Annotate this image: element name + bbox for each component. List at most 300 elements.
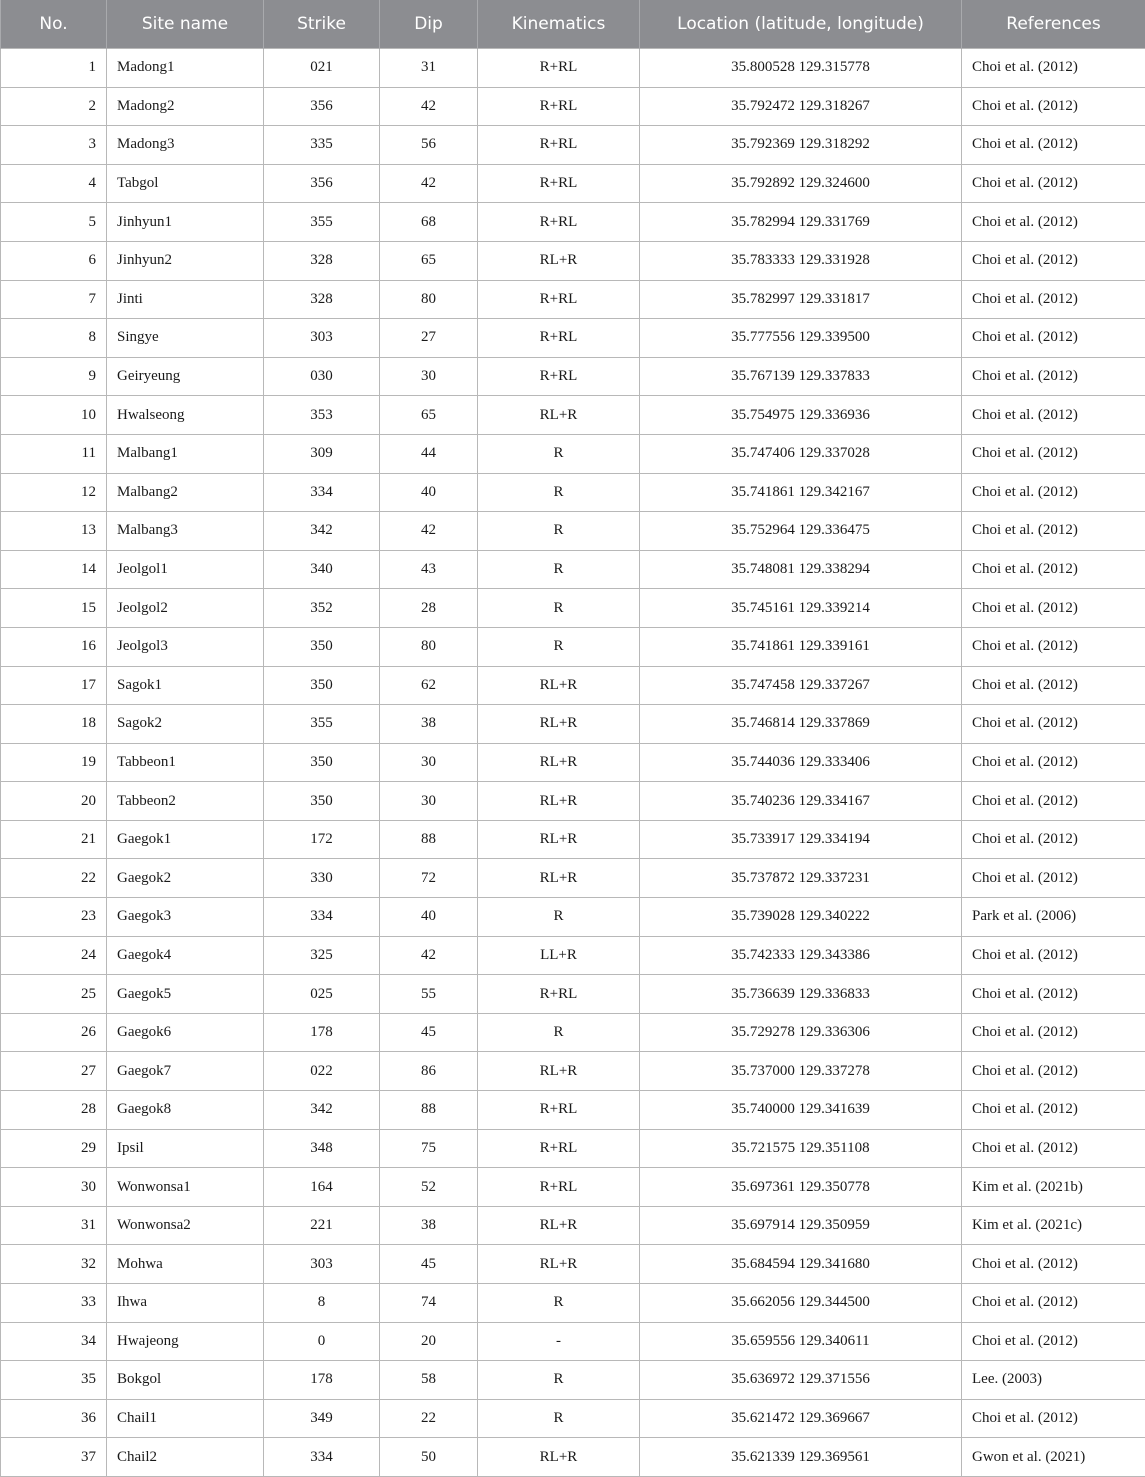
cell-location: 35.748081 129.338294	[640, 550, 962, 589]
column-header-references: References	[962, 0, 1145, 49]
cell-reference: Choi et al. (2012)	[962, 1322, 1145, 1361]
table-row	[1, 898, 1145, 937]
cell-site-name: Tabgol	[107, 164, 264, 203]
cell-dip: 44	[380, 434, 478, 473]
cell-reference: Choi et al. (2012)	[962, 859, 1145, 898]
cell-site-name: Gaegok4	[107, 936, 264, 975]
cell-dip: 74	[380, 1284, 478, 1323]
cell-dip: 30	[380, 357, 478, 396]
cell-strike: 178	[264, 1361, 380, 1400]
table-row	[1, 434, 1145, 473]
cell-site-name: Singye	[107, 319, 264, 358]
cell-location: 35.746814 129.337869	[640, 705, 962, 744]
cell-no: 15	[1, 589, 107, 628]
cell-site-name: Madong3	[107, 126, 264, 165]
cell-site-name: Mohwa	[107, 1245, 264, 1284]
cell-reference: Kim et al. (2021c)	[962, 1206, 1145, 1245]
cell-strike: 030	[264, 357, 380, 396]
table-row	[1, 936, 1145, 975]
cell-strike: 350	[264, 627, 380, 666]
cell-reference: Lee. (2003)	[962, 1361, 1145, 1400]
cell-no: 13	[1, 512, 107, 551]
cell-kinematics: R+RL	[478, 280, 640, 319]
cell-strike: 303	[264, 1245, 380, 1284]
cell-dip: 27	[380, 319, 478, 358]
cell-strike: 356	[264, 164, 380, 203]
cell-strike: 178	[264, 1013, 380, 1052]
cell-dip: 40	[380, 898, 478, 937]
cell-dip: 80	[380, 280, 478, 319]
cell-dip: 42	[380, 512, 478, 551]
cell-no: 24	[1, 936, 107, 975]
cell-reference: Choi et al. (2012)	[962, 936, 1145, 975]
cell-reference: Choi et al. (2012)	[962, 1052, 1145, 1091]
cell-site-name: Madong1	[107, 49, 264, 88]
cell-reference: Park et al. (2006)	[962, 898, 1145, 937]
cell-strike: 025	[264, 975, 380, 1014]
cell-dip: 40	[380, 473, 478, 512]
cell-no: 37	[1, 1438, 107, 1477]
table-row	[1, 627, 1145, 666]
cell-location: 35.800528 129.315778	[640, 49, 962, 88]
cell-reference: Choi et al. (2012)	[962, 975, 1145, 1014]
cell-strike: 340	[264, 550, 380, 589]
cell-strike: 342	[264, 1091, 380, 1130]
cell-dip: 58	[380, 1361, 478, 1400]
cell-kinematics: RL+R	[478, 743, 640, 782]
cell-kinematics: R+RL	[478, 49, 640, 88]
cell-dip: 30	[380, 743, 478, 782]
cell-reference: Choi et al. (2012)	[962, 1245, 1145, 1284]
table-row	[1, 512, 1145, 551]
cell-no: 5	[1, 203, 107, 242]
table-row	[1, 357, 1145, 396]
cell-site-name: Malbang1	[107, 434, 264, 473]
cell-reference: Gwon et al. (2021)	[962, 1438, 1145, 1477]
cell-location: 35.767139 129.337833	[640, 357, 962, 396]
cell-no: 19	[1, 743, 107, 782]
cell-kinematics: R	[478, 627, 640, 666]
cell-site-name: Gaegok7	[107, 1052, 264, 1091]
cell-site-name: Chail2	[107, 1438, 264, 1477]
table-row	[1, 1206, 1145, 1245]
cell-strike: 325	[264, 936, 380, 975]
table-row	[1, 1168, 1145, 1207]
cell-dip: 86	[380, 1052, 478, 1091]
cell-reference: Choi et al. (2012)	[962, 319, 1145, 358]
table-row	[1, 87, 1145, 126]
cell-no: 29	[1, 1129, 107, 1168]
cell-reference: Choi et al. (2012)	[962, 126, 1145, 165]
cell-strike: 342	[264, 512, 380, 551]
cell-kinematics: RL+R	[478, 705, 640, 744]
cell-location: 35.741861 129.339161	[640, 627, 962, 666]
cell-site-name: Gaegok1	[107, 820, 264, 859]
cell-location: 35.777556 129.339500	[640, 319, 962, 358]
cell-reference: Choi et al. (2012)	[962, 87, 1145, 126]
table-row	[1, 49, 1145, 88]
cell-reference: Choi et al. (2012)	[962, 1399, 1145, 1438]
cell-strike: 353	[264, 396, 380, 435]
cell-location: 35.740000 129.341639	[640, 1091, 962, 1130]
column-header-site-name: Site name	[107, 0, 264, 49]
cell-dip: 65	[380, 396, 478, 435]
cell-location: 35.792472 129.318267	[640, 87, 962, 126]
cell-kinematics: RL+R	[478, 666, 640, 705]
cell-no: 22	[1, 859, 107, 898]
cell-site-name: Tabbeon1	[107, 743, 264, 782]
cell-dip: 88	[380, 820, 478, 859]
cell-no: 28	[1, 1091, 107, 1130]
table-row	[1, 1052, 1145, 1091]
cell-dip: 43	[380, 550, 478, 589]
table-row	[1, 705, 1145, 744]
cell-reference: Choi et al. (2012)	[962, 396, 1145, 435]
cell-kinematics: R	[478, 1284, 640, 1323]
cell-site-name: Hwajeong	[107, 1322, 264, 1361]
cell-reference: Choi et al. (2012)	[962, 473, 1145, 512]
cell-kinematics: RL+R	[478, 1438, 640, 1477]
cell-strike: 335	[264, 126, 380, 165]
cell-no: 27	[1, 1052, 107, 1091]
column-header-no: No.	[1, 0, 107, 49]
cell-reference: Choi et al. (2012)	[962, 512, 1145, 551]
cell-no: 16	[1, 627, 107, 666]
table-body	[1, 49, 1145, 1477]
cell-no: 3	[1, 126, 107, 165]
cell-reference: Choi et al. (2012)	[962, 203, 1145, 242]
cell-site-name: Bokgol	[107, 1361, 264, 1400]
cell-kinematics: R+RL	[478, 357, 640, 396]
cell-site-name: Gaegok8	[107, 1091, 264, 1130]
cell-strike: 021	[264, 49, 380, 88]
cell-kinematics: RL+R	[478, 782, 640, 821]
cell-location: 35.741861 129.342167	[640, 473, 962, 512]
cell-no: 6	[1, 241, 107, 280]
cell-strike: 352	[264, 589, 380, 628]
cell-dip: 45	[380, 1245, 478, 1284]
cell-site-name: Jinhyun1	[107, 203, 264, 242]
cell-kinematics: R	[478, 550, 640, 589]
cell-site-name: Sagok2	[107, 705, 264, 744]
cell-dip: 80	[380, 627, 478, 666]
cell-dip: 88	[380, 1091, 478, 1130]
cell-strike: 221	[264, 1206, 380, 1245]
column-header-location: Location (latitude, longitude)	[640, 0, 962, 49]
cell-kinematics: R+RL	[478, 1091, 640, 1130]
cell-no: 9	[1, 357, 107, 396]
cell-location: 35.736639 129.336833	[640, 975, 962, 1014]
cell-strike: 334	[264, 1438, 380, 1477]
cell-location: 35.782997 129.331817	[640, 280, 962, 319]
cell-location: 35.733917 129.334194	[640, 820, 962, 859]
cell-location: 35.747406 129.337028	[640, 434, 962, 473]
table-row	[1, 666, 1145, 705]
header-row	[1, 0, 1145, 49]
cell-no: 23	[1, 898, 107, 937]
table-row	[1, 126, 1145, 165]
cell-strike: 349	[264, 1399, 380, 1438]
cell-dip: 52	[380, 1168, 478, 1207]
cell-strike: 330	[264, 859, 380, 898]
table-row	[1, 1399, 1145, 1438]
cell-location: 35.662056 129.344500	[640, 1284, 962, 1323]
cell-dip: 30	[380, 782, 478, 821]
table-row	[1, 1284, 1145, 1323]
cell-kinematics: -	[478, 1322, 640, 1361]
cell-strike: 8	[264, 1284, 380, 1323]
cell-no: 18	[1, 705, 107, 744]
cell-reference: Choi et al. (2012)	[962, 357, 1145, 396]
table-row	[1, 319, 1145, 358]
cell-strike: 334	[264, 473, 380, 512]
cell-location: 35.740236 129.334167	[640, 782, 962, 821]
cell-strike: 356	[264, 87, 380, 126]
cell-strike: 350	[264, 666, 380, 705]
cell-dip: 50	[380, 1438, 478, 1477]
cell-strike: 334	[264, 898, 380, 937]
table-row	[1, 1129, 1145, 1168]
cell-no: 33	[1, 1284, 107, 1323]
cell-location: 35.697361 129.350778	[640, 1168, 962, 1207]
cell-location: 35.782994 129.331769	[640, 203, 962, 242]
table-row	[1, 975, 1145, 1014]
cell-no: 31	[1, 1206, 107, 1245]
cell-location: 35.745161 129.339214	[640, 589, 962, 628]
table-row	[1, 859, 1145, 898]
cell-strike: 348	[264, 1129, 380, 1168]
table-row	[1, 1438, 1145, 1477]
cell-dip: 42	[380, 936, 478, 975]
cell-dip: 38	[380, 1206, 478, 1245]
table-row	[1, 1091, 1145, 1130]
cell-site-name: Wonwonsa2	[107, 1206, 264, 1245]
cell-reference: Choi et al. (2012)	[962, 1091, 1145, 1130]
cell-site-name: Jeolgol1	[107, 550, 264, 589]
cell-no: 14	[1, 550, 107, 589]
cell-location: 35.747458 129.337267	[640, 666, 962, 705]
cell-location: 35.636972 129.371556	[640, 1361, 962, 1400]
table-row	[1, 1322, 1145, 1361]
cell-site-name: Ipsil	[107, 1129, 264, 1168]
cell-strike: 328	[264, 241, 380, 280]
cell-dip: 22	[380, 1399, 478, 1438]
cell-reference: Choi et al. (2012)	[962, 782, 1145, 821]
cell-no: 34	[1, 1322, 107, 1361]
cell-no: 30	[1, 1168, 107, 1207]
cell-location: 35.621472 129.369667	[640, 1399, 962, 1438]
cell-location: 35.754975 129.336936	[640, 396, 962, 435]
table-row	[1, 1245, 1145, 1284]
cell-dip: 65	[380, 241, 478, 280]
cell-strike: 350	[264, 782, 380, 821]
cell-kinematics: R	[478, 1361, 640, 1400]
cell-dip: 45	[380, 1013, 478, 1052]
cell-kinematics: RL+R	[478, 241, 640, 280]
cell-site-name: Malbang3	[107, 512, 264, 551]
cell-kinematics: R+RL	[478, 319, 640, 358]
cell-site-name: Malbang2	[107, 473, 264, 512]
cell-no: 35	[1, 1361, 107, 1400]
cell-kinematics: RL+R	[478, 396, 640, 435]
cell-kinematics: R+RL	[478, 87, 640, 126]
table-row	[1, 782, 1145, 821]
cell-site-name: Chail1	[107, 1399, 264, 1438]
cell-kinematics: RL+R	[478, 1052, 640, 1091]
cell-site-name: Gaegok2	[107, 859, 264, 898]
cell-no: 12	[1, 473, 107, 512]
cell-reference: Choi et al. (2012)	[962, 705, 1145, 744]
cell-strike: 303	[264, 319, 380, 358]
cell-strike: 164	[264, 1168, 380, 1207]
cell-kinematics: R	[478, 434, 640, 473]
cell-no: 17	[1, 666, 107, 705]
table-row	[1, 743, 1145, 782]
cell-no: 36	[1, 1399, 107, 1438]
cell-kinematics: R+RL	[478, 203, 640, 242]
cell-reference: Choi et al. (2012)	[962, 1129, 1145, 1168]
cell-kinematics: R+RL	[478, 126, 640, 165]
cell-dip: 28	[380, 589, 478, 628]
cell-no: 4	[1, 164, 107, 203]
cell-kinematics: RL+R	[478, 859, 640, 898]
table-row	[1, 396, 1145, 435]
cell-kinematics: R	[478, 589, 640, 628]
table-row	[1, 1361, 1145, 1400]
cell-dip: 68	[380, 203, 478, 242]
cell-location: 35.792892 129.324600	[640, 164, 962, 203]
cell-strike: 309	[264, 434, 380, 473]
cell-site-name: Geiryeung	[107, 357, 264, 396]
cell-reference: Choi et al. (2012)	[962, 1284, 1145, 1323]
cell-site-name: Gaegok3	[107, 898, 264, 937]
cell-reference: Kim et al. (2021b)	[962, 1168, 1145, 1207]
cell-reference: Choi et al. (2012)	[962, 550, 1145, 589]
cell-reference: Choi et al. (2012)	[962, 280, 1145, 319]
cell-location: 35.742333 129.343386	[640, 936, 962, 975]
cell-strike: 355	[264, 203, 380, 242]
cell-location: 35.721575 129.351108	[640, 1129, 962, 1168]
cell-no: 8	[1, 319, 107, 358]
cell-kinematics: R+RL	[478, 164, 640, 203]
cell-kinematics: R	[478, 512, 640, 551]
cell-reference: Choi et al. (2012)	[962, 589, 1145, 628]
cell-no: 10	[1, 396, 107, 435]
cell-no: 26	[1, 1013, 107, 1052]
cell-site-name: Jinhyun2	[107, 241, 264, 280]
table-row	[1, 1013, 1145, 1052]
cell-kinematics: R+RL	[478, 975, 640, 1014]
table-row	[1, 473, 1145, 512]
cell-no: 32	[1, 1245, 107, 1284]
cell-no: 21	[1, 820, 107, 859]
table-row	[1, 820, 1145, 859]
cell-no: 11	[1, 434, 107, 473]
column-header-dip: Dip	[380, 0, 478, 49]
cell-strike: 022	[264, 1052, 380, 1091]
cell-reference: Choi et al. (2012)	[962, 1013, 1145, 1052]
cell-site-name: Hwalseong	[107, 396, 264, 435]
cell-strike: 172	[264, 820, 380, 859]
cell-location: 35.744036 129.333406	[640, 743, 962, 782]
cell-kinematics: R	[478, 473, 640, 512]
cell-site-name: Tabbeon2	[107, 782, 264, 821]
cell-reference: Choi et al. (2012)	[962, 820, 1145, 859]
table-row	[1, 589, 1145, 628]
cell-strike: 355	[264, 705, 380, 744]
cell-dip: 56	[380, 126, 478, 165]
cell-dip: 42	[380, 87, 478, 126]
cell-location: 35.684594 129.341680	[640, 1245, 962, 1284]
cell-location: 35.792369 129.318292	[640, 126, 962, 165]
cell-dip: 75	[380, 1129, 478, 1168]
cell-strike: 0	[264, 1322, 380, 1361]
table-row	[1, 241, 1145, 280]
cell-reference: Choi et al. (2012)	[962, 743, 1145, 782]
cell-site-name: Sagok1	[107, 666, 264, 705]
cell-site-name: Madong2	[107, 87, 264, 126]
table-row	[1, 164, 1145, 203]
cell-site-name: Wonwonsa1	[107, 1168, 264, 1207]
column-header-kinematics: Kinematics	[478, 0, 640, 49]
cell-dip: 38	[380, 705, 478, 744]
cell-strike: 328	[264, 280, 380, 319]
cell-location: 35.737000 129.337278	[640, 1052, 962, 1091]
cell-site-name: Jeolgol3	[107, 627, 264, 666]
cell-location: 35.737872 129.337231	[640, 859, 962, 898]
cell-reference: Choi et al. (2012)	[962, 666, 1145, 705]
cell-site-name: Ihwa	[107, 1284, 264, 1323]
cell-reference: Choi et al. (2012)	[962, 434, 1145, 473]
table-row	[1, 280, 1145, 319]
column-header-strike: Strike	[264, 0, 380, 49]
cell-location: 35.621339 129.369561	[640, 1438, 962, 1477]
cell-site-name: Jinti	[107, 280, 264, 319]
cell-kinematics: R	[478, 1013, 640, 1052]
cell-site-name: Jeolgol2	[107, 589, 264, 628]
cell-kinematics: LL+R	[478, 936, 640, 975]
cell-dip: 42	[380, 164, 478, 203]
cell-location: 35.783333 129.331928	[640, 241, 962, 280]
table-row	[1, 550, 1145, 589]
cell-dip: 55	[380, 975, 478, 1014]
cell-no: 25	[1, 975, 107, 1014]
cell-reference: Choi et al. (2012)	[962, 241, 1145, 280]
cell-site-name: Gaegok5	[107, 975, 264, 1014]
cell-kinematics: RL+R	[478, 1245, 640, 1284]
cell-location: 35.739028 129.340222	[640, 898, 962, 937]
cell-no: 2	[1, 87, 107, 126]
cell-strike: 350	[264, 743, 380, 782]
cell-dip: 31	[380, 49, 478, 88]
cell-kinematics: R+RL	[478, 1168, 640, 1207]
cell-dip: 20	[380, 1322, 478, 1361]
cell-site-name: Gaegok6	[107, 1013, 264, 1052]
cell-kinematics: R+RL	[478, 1129, 640, 1168]
cell-no: 7	[1, 280, 107, 319]
cell-location: 35.729278 129.336306	[640, 1013, 962, 1052]
cell-no: 1	[1, 49, 107, 88]
cell-location: 35.659556 129.340611	[640, 1322, 962, 1361]
table-row	[1, 203, 1145, 242]
cell-dip: 72	[380, 859, 478, 898]
cell-dip: 62	[380, 666, 478, 705]
cell-location: 35.697914 129.350959	[640, 1206, 962, 1245]
cell-reference: Choi et al. (2012)	[962, 49, 1145, 88]
cell-kinematics: RL+R	[478, 1206, 640, 1245]
cell-location: 35.752964 129.336475	[640, 512, 962, 551]
cell-kinematics: R	[478, 1399, 640, 1438]
